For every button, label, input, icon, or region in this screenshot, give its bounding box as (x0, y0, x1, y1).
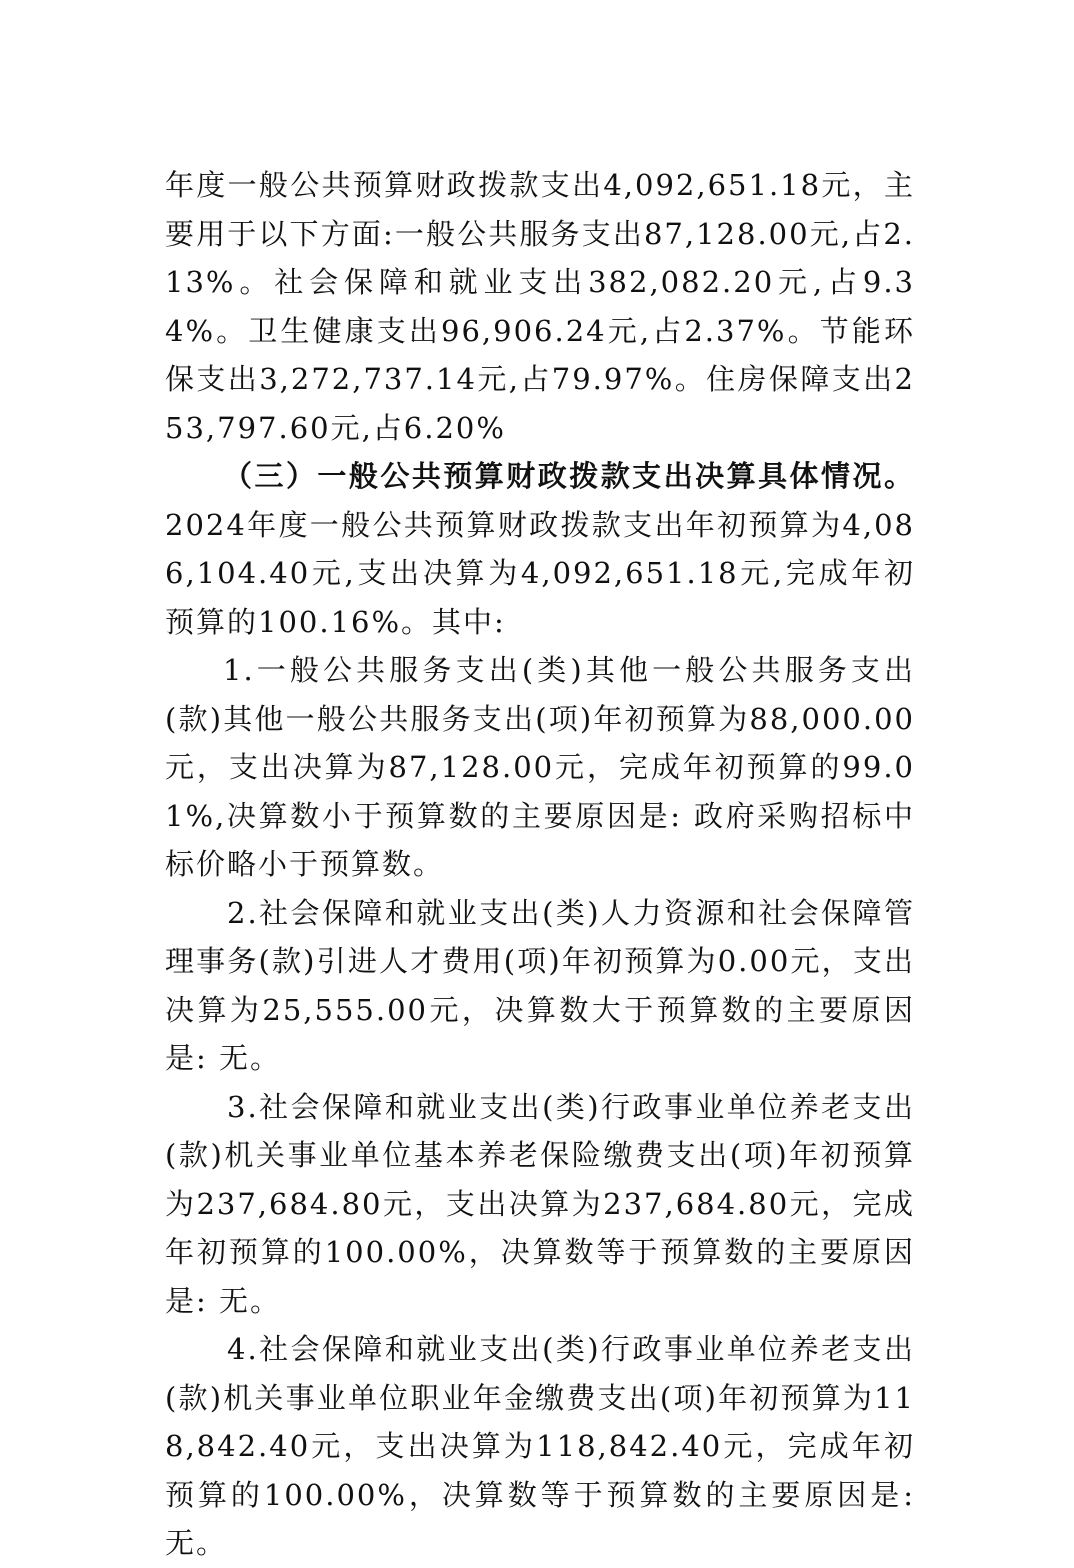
paragraph-text: 年度一般公共预算财政拨款支出4,092,651.18元，主要用于以下方面:一般公共服务支出87,128.00元,占2.13%。社会保障和就业支出382,082.20元,占9.34%。卫生健康支出96,906.24元,占2.37%。节能环保支出3,272,737.14元,占79.97%。住房保障支出253,797.60元,占6.20% (165, 168, 915, 445)
paragraph-text: 3.社会保障和就业支出(类)行政事业单位养老支出(款)机关事业单位基本养老保险缴费支出(项)年初预算为237,684.80元，支出决算为237,684.80元，完成年初预算的100.00%，决算数等于预算数的主要原因是: 无。 (165, 1089, 915, 1318)
paragraph-item-2 (165, 889, 915, 1083)
section-heading: （三）一般公共预算财政拨款支出决算具体情况。 (223, 459, 915, 493)
paragraph-item-1 (165, 646, 915, 889)
paragraph-expenditure-summary (165, 161, 915, 452)
document-body (165, 161, 915, 1568)
paragraph-section-three (165, 452, 915, 646)
paragraph-item-3 (165, 1083, 915, 1326)
paragraph-text: 2024年度一般公共预算财政拨款支出年初预算为4,086,104.40元,支出决算为4,092,651.18元,完成年初预算的100.16%。其中: (165, 507, 915, 639)
paragraph-item-4 (165, 1325, 915, 1568)
paragraph-text: 4.社会保障和就业支出(类)行政事业单位养老支出(款)机关事业单位职业年金缴费支出(项)年初预算为118,842.40元，支出决算为118,842.40元，完成年初预算的100.00%，决算数等于预算数的主要原因是: 无。 (165, 1332, 915, 1560)
paragraph-text: 1.一般公共服务支出(类)其他一般公共服务支出(款)其他一般公共服务支出(项)年初预算为88,000.00元，支出决算为87,128.00元，完成年初预算的99.01%,决算数小于预算数的主要原因是: 政府采购招标中标价略小于预算数。 (165, 653, 915, 881)
paragraph-text: 2.社会保障和就业支出(类)人力资源和社会保障管理事务(款)引进人才费用(项)年初预算为0.00元，支出决算为25,555.00元，决算数大于预算数的主要原因是: 无。 (165, 895, 915, 1075)
